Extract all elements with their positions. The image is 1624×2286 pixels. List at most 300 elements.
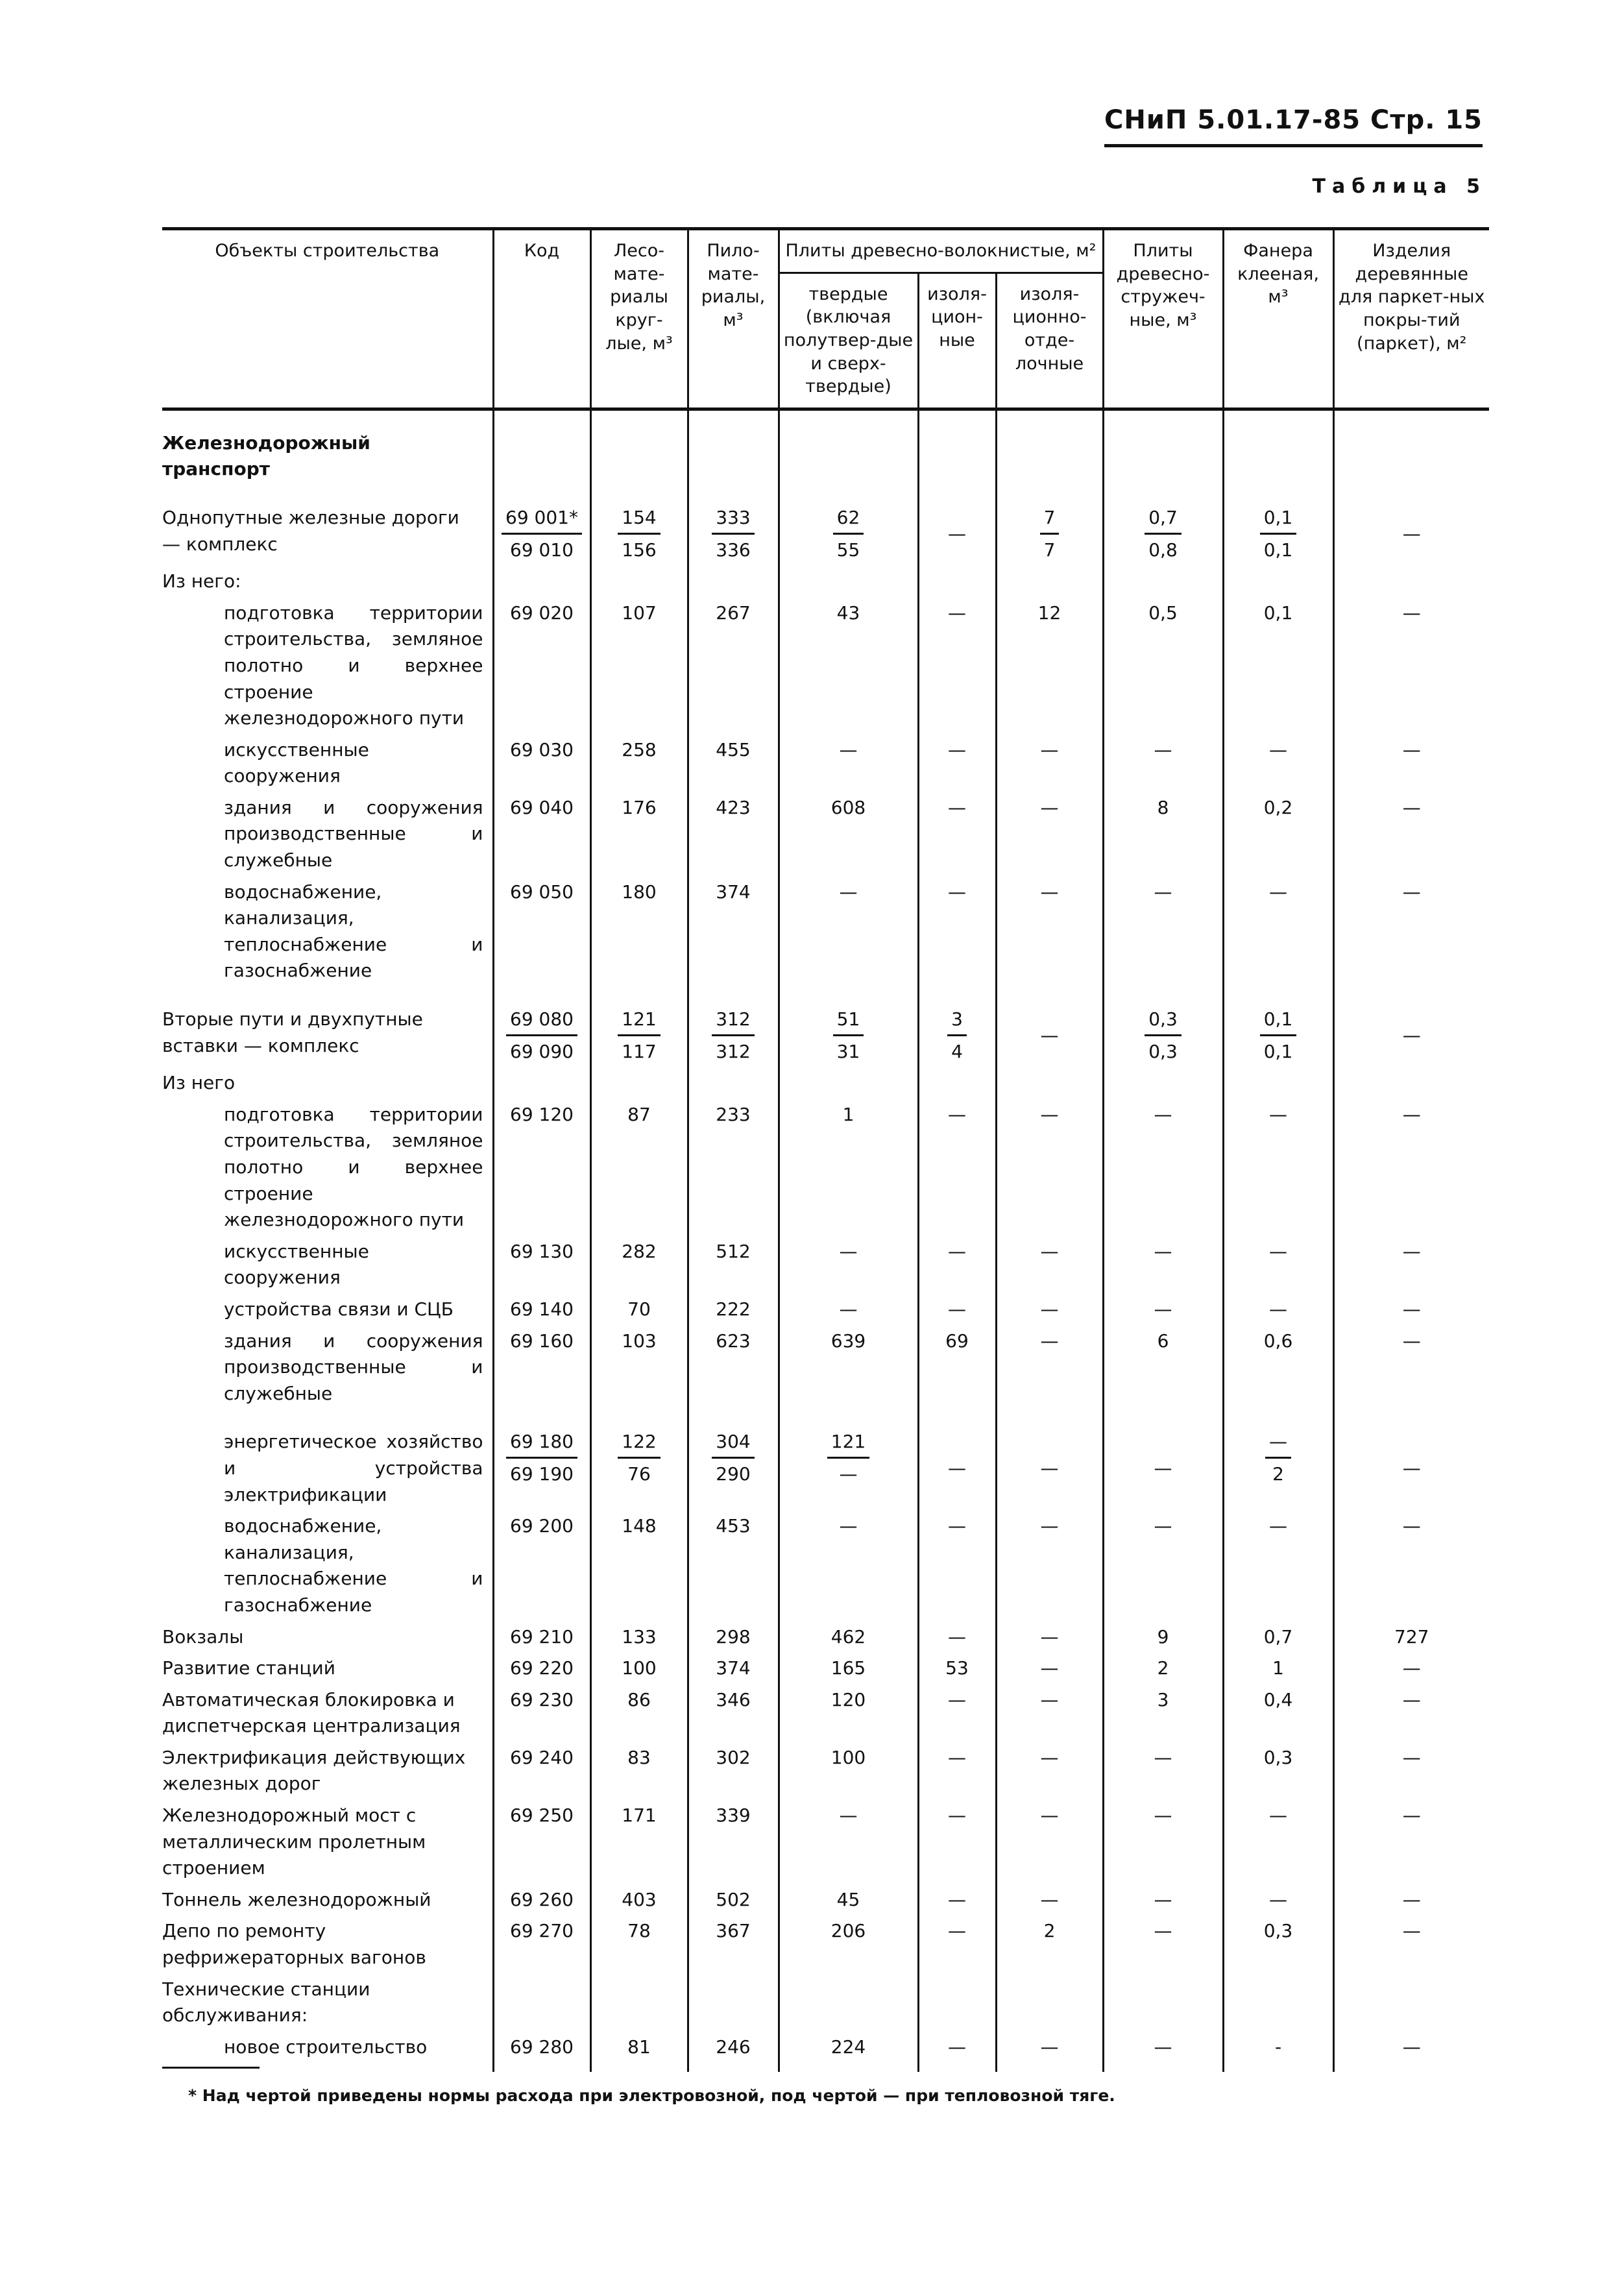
cell-parquet: —: [1333, 1326, 1489, 1410]
cell-sawn-timber: 233: [688, 1099, 779, 1236]
footnote: * Над чертой приведены нормы расхода при электровозной, под чертой — при тепловозной тяге.: [188, 2086, 1115, 2105]
value-above-line: 69 080: [506, 1006, 577, 1036]
fraction-value: [1145, 1006, 1182, 1065]
cell-round-timber: [590, 1426, 688, 1511]
cell-plywood: —: [1223, 1884, 1333, 1916]
value-below-line: 336: [716, 539, 751, 561]
object-name: Развитие станций: [162, 1657, 335, 1679]
cell-plywood: [1223, 1974, 1333, 2032]
value-below-line: 76: [627, 1463, 651, 1485]
cell-fiberboard-insulating: —: [918, 1294, 996, 1326]
cell-code: [493, 502, 590, 566]
value-above-line: 69 001*: [502, 505, 582, 535]
cell-chipboard: —: [1103, 2032, 1223, 2073]
cell-sawn-timber: 298: [688, 1622, 779, 1653]
cell-parquet: —: [1333, 877, 1489, 987]
cell-fiberboard-hard: —: [779, 1236, 918, 1294]
spacer-row: [162, 409, 1489, 428]
table-row: [162, 735, 1489, 792]
table-row: [162, 1099, 1489, 1236]
table-row: [162, 1684, 1489, 1742]
object-name: Тоннель железнодорожный: [162, 1888, 431, 1910]
cell-chipboard: [1103, 566, 1223, 598]
table-row: [162, 2032, 1489, 2073]
col-header-plywood: Фанера клееная, м³: [1223, 229, 1333, 409]
cell-code: 69 230: [493, 1684, 590, 1742]
col-header-round-timber: Лесо-мате-риалы круг-лые, м³: [590, 229, 688, 409]
table-row: [162, 1653, 1489, 1684]
cell-fiberboard-insulating: [918, 1004, 996, 1067]
cell-parquet: —: [1333, 735, 1489, 792]
section-row: [162, 428, 1489, 485]
table-row: [162, 792, 1489, 877]
cell-plywood: 0,7: [1223, 1622, 1333, 1653]
fraction-value: [1040, 505, 1060, 563]
cell-round-timber: 83: [590, 1742, 688, 1800]
cell-fiberboard-insul-finishing: —: [996, 1099, 1103, 1236]
table-row: [162, 1742, 1489, 1800]
cell-chipboard: —: [1103, 1800, 1223, 1884]
cell-plywood: 0,6: [1223, 1326, 1333, 1410]
object-name: Технические станции обслуживания:: [162, 1978, 370, 2026]
cell-chipboard: —: [1103, 1915, 1223, 1973]
value-above-line: —: [1265, 1429, 1291, 1459]
value-below-line: 69 010: [510, 539, 574, 561]
value-below-line: 0,1: [1263, 1040, 1293, 1062]
cell-round-timber: 86: [590, 1684, 688, 1742]
object-name: искусственные сооружения: [224, 1240, 369, 1289]
cell-round-timber: [590, 566, 688, 598]
cell-round-timber: [590, 1067, 688, 1099]
cell-plywood: [1223, 1426, 1333, 1511]
cell-plywood: —: [1223, 1099, 1333, 1236]
object-name: Депо по ремонту рефрижераторных вагонов: [162, 1920, 426, 1969]
fraction-value: [833, 505, 864, 563]
cell-fiberboard-insul-finishing: —: [996, 1426, 1103, 1511]
value-above-line: 121: [618, 1006, 660, 1036]
cell-fiberboard-insulating: —: [918, 1915, 996, 1973]
cell-parquet: —: [1333, 1511, 1489, 1621]
cell-sawn-timber: 246: [688, 2032, 779, 2073]
cell-parquet: —: [1333, 1684, 1489, 1742]
object-name: Из него: [162, 1072, 236, 1094]
object-name: здания и сооружения производственные и служебные: [224, 1330, 483, 1404]
cell-chipboard: 9: [1103, 1622, 1223, 1653]
page-header: СНиП 5.01.17-85 Стр. 15: [1104, 105, 1483, 147]
cell-round-timber: 107: [590, 598, 688, 735]
cell-code: 69 210: [493, 1622, 590, 1653]
cell-fiberboard-insul-finishing: [996, 566, 1103, 598]
value-above-line: 51: [833, 1006, 864, 1036]
cell-plywood: [1223, 1004, 1333, 1067]
cell-fiberboard-hard: 43: [779, 598, 918, 735]
cell-fiberboard-insul-finishing: —: [996, 792, 1103, 877]
cell-fiberboard-insulating: —: [918, 1511, 996, 1621]
cell-fiberboard-hard: 639: [779, 1326, 918, 1410]
cell-sawn-timber: 453: [688, 1511, 779, 1621]
object-name: Вокзалы: [162, 1625, 244, 1648]
cell-code: 69 160: [493, 1326, 590, 1410]
cell-chipboard: —: [1103, 1742, 1223, 1800]
cell-sawn-timber: [688, 1004, 779, 1067]
label-row: [162, 566, 1489, 598]
table-row: [162, 1426, 1489, 1511]
cell-fiberboard-hard: 206: [779, 1915, 918, 1973]
cell-sawn-timber: [688, 1974, 779, 2032]
cell-sawn-timber: 374: [688, 1653, 779, 1684]
cell-sawn-timber: 302: [688, 1742, 779, 1800]
object-name: новое строительство: [224, 2036, 428, 2058]
cell-fiberboard-insulating: —: [918, 1426, 996, 1511]
cell-sawn-timber: [688, 502, 779, 566]
value-above-line: 0,1: [1260, 1006, 1297, 1036]
cell-code: 69 030: [493, 735, 590, 792]
fraction-value: [618, 1429, 660, 1487]
cell-sawn-timber: 367: [688, 1915, 779, 1973]
fraction-value: [712, 1429, 754, 1487]
cell-fiberboard-hard: [779, 1067, 918, 1099]
cell-sawn-timber: 222: [688, 1294, 779, 1326]
cell-fiberboard-hard: 462: [779, 1622, 918, 1653]
cell-round-timber: 282: [590, 1236, 688, 1294]
cell-code: 69 200: [493, 1511, 590, 1621]
cell-code: 69 250: [493, 1800, 590, 1884]
cell-round-timber: 258: [590, 735, 688, 792]
cell-parquet: [1333, 1067, 1489, 1099]
cell-round-timber: 78: [590, 1915, 688, 1973]
cell-plywood: 0,3: [1223, 1915, 1333, 1973]
cell-code: 69 260: [493, 1884, 590, 1916]
cell-fiberboard-insulating: —: [918, 598, 996, 735]
cell-plywood: —: [1223, 1511, 1333, 1621]
cell-fiberboard-hard: 165: [779, 1653, 918, 1684]
cell-fiberboard-hard: 45: [779, 1884, 918, 1916]
cell-round-timber: 180: [590, 877, 688, 987]
cell-parquet: —: [1333, 1884, 1489, 1916]
cell-chipboard: —: [1103, 1511, 1223, 1621]
cell-code: 69 130: [493, 1236, 590, 1294]
cell-parquet: —: [1333, 1800, 1489, 1884]
cell-parquet: —: [1333, 1004, 1489, 1067]
cell-fiberboard-insulating: 69: [918, 1326, 996, 1410]
spacer-row: [162, 1409, 1489, 1426]
cell-code: 69 040: [493, 792, 590, 877]
cell-fiberboard-insul-finishing: 12: [996, 598, 1103, 735]
cell-fiberboard-insul-finishing: [996, 502, 1103, 566]
cell-parquet: [1333, 566, 1489, 598]
cell-parquet: —: [1333, 2032, 1489, 2073]
col-header-fiberboard-hard: твердые (включая полутвер-дые и сверх-твердые): [779, 273, 918, 409]
cell-chipboard: —: [1103, 1426, 1223, 1511]
cell-parquet: 727: [1333, 1622, 1489, 1653]
spacer-row: [162, 987, 1489, 1004]
cell-chipboard: —: [1103, 735, 1223, 792]
value-above-line: 7: [1040, 505, 1060, 535]
value-below-line: 69 190: [510, 1463, 574, 1485]
table-row: [162, 1326, 1489, 1410]
table-row: [162, 1511, 1489, 1621]
cell-fiberboard-insul-finishing: —: [996, 1622, 1103, 1653]
cell-fiberboard-insul-finishing: —: [996, 1511, 1103, 1621]
cell-round-timber: 103: [590, 1326, 688, 1410]
cell-fiberboard-insulating: [918, 1974, 996, 2032]
cell-fiberboard-insul-finishing: —: [996, 735, 1103, 792]
cell-fiberboard-insul-finishing: —: [996, 877, 1103, 987]
cell-round-timber: [590, 502, 688, 566]
value-below-line: 312: [716, 1040, 751, 1062]
cell-fiberboard-insulating: —: [918, 1800, 996, 1884]
spacer-row: [162, 485, 1489, 502]
col-header-chipboard: Плиты древесно-стружеч-ные, м³: [1103, 229, 1223, 409]
object-name: подготовка территории строительства, земляное полотно и верхнее строение железнодорожного пути: [224, 602, 483, 729]
table-row: [162, 1884, 1489, 1916]
cell-sawn-timber: 512: [688, 1236, 779, 1294]
cell-parquet: —: [1333, 1915, 1489, 1973]
table-row: [162, 598, 1489, 735]
col-header-fiberboard-insulating: изоля-цион-ные: [918, 273, 996, 409]
cell-code: 69 140: [493, 1294, 590, 1326]
cell-chipboard: [1103, 1004, 1223, 1067]
fraction-value: [833, 1006, 864, 1065]
cell-code: 69 280: [493, 2032, 590, 2073]
table-row: [162, 1915, 1489, 1973]
col-header-parquet: Изделия деревянные для паркет-ных покры-тий (паркет), м²: [1333, 229, 1489, 409]
object-name: Вторые пути и двухпутные вставки — комплекс: [162, 1008, 423, 1056]
fraction-value: [712, 505, 754, 563]
cell-chipboard: 6: [1103, 1326, 1223, 1410]
cell-chipboard: —: [1103, 877, 1223, 987]
value-below-line: 55: [836, 539, 860, 561]
value-above-line: 0,3: [1145, 1006, 1182, 1036]
cell-fiberboard-insulating: —: [918, 792, 996, 877]
cell-parquet: —: [1333, 598, 1489, 735]
cell-sawn-timber: 502: [688, 1884, 779, 1916]
cell-code: [493, 1426, 590, 1511]
fraction-value: [618, 505, 660, 563]
table-body: [162, 409, 1489, 2072]
cell-plywood: [1223, 502, 1333, 566]
value-below-line: 69 090: [510, 1040, 574, 1062]
cell-plywood: 1: [1223, 1653, 1333, 1684]
object-name: здания и сооружения производственные и служебные: [224, 796, 483, 871]
cell-plywood: [1223, 566, 1333, 598]
object-name: Из него:: [162, 570, 241, 592]
cell-fiberboard-insulating: [918, 1067, 996, 1099]
table-row: [162, 1004, 1489, 1067]
cell-plywood: 0,1: [1223, 598, 1333, 735]
cell-plywood: —: [1223, 1800, 1333, 1884]
fraction-value: [827, 1429, 869, 1487]
cell-fiberboard-hard: 608: [779, 792, 918, 877]
object-name: водоснабжение, канализация, теплоснабжение и газоснабжение: [224, 881, 483, 982]
value-above-line: 0,1: [1260, 505, 1297, 535]
fraction-value: [502, 505, 582, 563]
fraction-value: [712, 1006, 754, 1065]
object-name: искусственные сооружения: [224, 738, 369, 787]
cell-sawn-timber: 346: [688, 1684, 779, 1742]
cell-fiberboard-insulating: —: [918, 1622, 996, 1653]
value-below-line: 0,3: [1148, 1040, 1178, 1062]
cell-fiberboard-insul-finishing: —: [996, 1684, 1103, 1742]
cell-parquet: —: [1333, 502, 1489, 566]
value-above-line: 304: [712, 1429, 754, 1459]
value-below-line: 31: [836, 1040, 860, 1062]
value-below-line: 117: [622, 1040, 657, 1062]
fraction-value: [947, 1006, 967, 1065]
value-above-line: 154: [618, 505, 660, 535]
fraction-value: [1145, 505, 1182, 563]
cell-fiberboard-insul-finishing: —: [996, 2032, 1103, 2073]
cell-sawn-timber: [688, 1067, 779, 1099]
cell-fiberboard-hard: —: [779, 1800, 918, 1884]
cell-parquet: —: [1333, 1099, 1489, 1236]
cell-plywood: [1223, 1067, 1333, 1099]
cell-plywood: —: [1223, 735, 1333, 792]
table-row: [162, 877, 1489, 987]
label-row: [162, 1067, 1489, 1099]
cell-fiberboard-insulating: —: [918, 877, 996, 987]
label-row: [162, 1974, 1489, 2032]
cell-fiberboard-hard: [779, 1426, 918, 1511]
cell-code: [493, 1974, 590, 2032]
cell-chipboard: [1103, 502, 1223, 566]
cell-fiberboard-insulating: —: [918, 1742, 996, 1800]
table-row: [162, 1294, 1489, 1326]
cell-fiberboard-hard: —: [779, 877, 918, 987]
value-below-line: 2: [1272, 1463, 1284, 1485]
fraction-value: [618, 1006, 660, 1065]
cell-code: 69 020: [493, 598, 590, 735]
table-caption: Таблица 5: [1312, 175, 1486, 198]
cell-fiberboard-insulating: —: [918, 1236, 996, 1294]
cell-code: [493, 1067, 590, 1099]
value-above-line: 121: [827, 1429, 869, 1459]
value-above-line: 69 180: [506, 1429, 577, 1459]
value-below-line: 0,8: [1148, 539, 1178, 561]
cell-fiberboard-hard: 224: [779, 2032, 918, 2073]
cell-code: [493, 566, 590, 598]
cell-fiberboard-hard: [779, 566, 918, 598]
cell-sawn-timber: [688, 566, 779, 598]
cell-round-timber: 403: [590, 1884, 688, 1916]
cell-fiberboard-insul-finishing: 2: [996, 1915, 1103, 1973]
fraction-value: [1260, 1006, 1297, 1065]
cell-fiberboard-insul-finishing: —: [996, 1236, 1103, 1294]
cell-plywood: 0,3: [1223, 1742, 1333, 1800]
cell-fiberboard-insul-finishing: —: [996, 1800, 1103, 1884]
cell-round-timber: 133: [590, 1622, 688, 1653]
value-below-line: —: [839, 1463, 858, 1485]
cell-fiberboard-insul-finishing: —: [996, 1004, 1103, 1067]
fraction-value: [1265, 1429, 1291, 1487]
cell-sawn-timber: 374: [688, 877, 779, 987]
cell-fiberboard-hard: [779, 1974, 918, 2032]
cell-fiberboard-hard: [779, 502, 918, 566]
cell-fiberboard-insul-finishing: —: [996, 1326, 1103, 1410]
cell-parquet: —: [1333, 1236, 1489, 1294]
col-header-fiberboard: Плиты древесно-волокнистые, м²: [779, 229, 1103, 273]
col-header-code: Код: [493, 229, 590, 409]
cell-sawn-timber: 423: [688, 792, 779, 877]
table-row: [162, 1236, 1489, 1294]
col-header-fiberboard-insul-finishing: изоля-ционно-отде-лочные: [996, 273, 1103, 409]
cell-chipboard: 8: [1103, 792, 1223, 877]
cell-chipboard: [1103, 1067, 1223, 1099]
cell-code: [493, 1004, 590, 1067]
cell-code: 69 270: [493, 1915, 590, 1973]
cell-chipboard: 3: [1103, 1684, 1223, 1742]
col-header-objects: Объекты строительства: [162, 229, 493, 409]
cell-fiberboard-insul-finishing: [996, 1974, 1103, 2032]
value-above-line: 312: [712, 1006, 754, 1036]
cell-chipboard: —: [1103, 1236, 1223, 1294]
cell-chipboard: —: [1103, 1294, 1223, 1326]
cell-fiberboard-hard: 120: [779, 1684, 918, 1742]
object-name: Железнодорожный мост с металлическим пролетным строением: [162, 1805, 426, 1879]
cell-plywood: 0,4: [1223, 1684, 1333, 1742]
cell-fiberboard-hard: 1: [779, 1099, 918, 1236]
cell-parquet: —: [1333, 792, 1489, 877]
cell-round-timber: [590, 1974, 688, 2032]
cell-fiberboard-insulating: —: [918, 1884, 996, 1916]
cell-chipboard: 2: [1103, 1653, 1223, 1684]
cell-fiberboard-hard: —: [779, 735, 918, 792]
cell-round-timber: 176: [590, 792, 688, 877]
cell-round-timber: [590, 1004, 688, 1067]
value-above-line: 333: [712, 505, 754, 535]
value-below-line: 0,1: [1263, 539, 1293, 561]
cell-fiberboard-insulating: —: [918, 2032, 996, 2073]
cell-round-timber: 100: [590, 1653, 688, 1684]
value-above-line: 3: [947, 1006, 967, 1036]
object-name: Электрификация действующих железных дорог: [162, 1746, 466, 1795]
cell-parquet: —: [1333, 1426, 1489, 1511]
object-name: Однопутные железные дороги — комплекс: [162, 506, 459, 555]
cell-round-timber: 70: [590, 1294, 688, 1326]
cell-fiberboard-hard: 100: [779, 1742, 918, 1800]
col-header-sawn-timber: Пило-мате-риалы, м³: [688, 229, 779, 409]
footnote-divider: [162, 2067, 260, 2069]
fraction-value: [506, 1429, 577, 1487]
cell-fiberboard-insulating: —: [918, 1099, 996, 1236]
cell-fiberboard-insul-finishing: —: [996, 1884, 1103, 1916]
fraction-value: [1260, 505, 1297, 563]
cell-plywood: —: [1223, 1294, 1333, 1326]
cell-fiberboard-hard: [779, 1004, 918, 1067]
cell-plywood: 0,2: [1223, 792, 1333, 877]
cell-sawn-timber: 339: [688, 1800, 779, 1884]
cell-code: 69 120: [493, 1099, 590, 1236]
value-below-line: 7: [1043, 539, 1056, 561]
cell-fiberboard-insul-finishing: [996, 1067, 1103, 1099]
object-name: энергетическое хозяйство и устройства электрификации: [224, 1431, 483, 1505]
cell-round-timber: 171: [590, 1800, 688, 1884]
cell-chipboard: [1103, 1974, 1223, 2032]
section-title: Железнодорожный транспорт: [162, 432, 370, 480]
cell-fiberboard-insulating: —: [918, 502, 996, 566]
cell-sawn-timber: 455: [688, 735, 779, 792]
cell-round-timber: 87: [590, 1099, 688, 1236]
cell-fiberboard-insul-finishing: —: [996, 1742, 1103, 1800]
table-row: [162, 502, 1489, 566]
cell-chipboard: —: [1103, 1099, 1223, 1236]
cell-round-timber: 81: [590, 2032, 688, 2073]
cell-chipboard: —: [1103, 1884, 1223, 1916]
cell-parquet: —: [1333, 1294, 1489, 1326]
cell-sawn-timber: 267: [688, 598, 779, 735]
value-above-line: 0,7: [1145, 505, 1182, 535]
value-below-line: 290: [716, 1463, 751, 1485]
